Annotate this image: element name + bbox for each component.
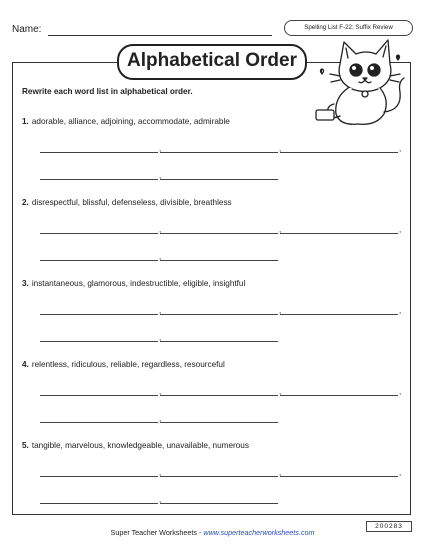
answer-line-4-2[interactable] xyxy=(160,395,278,396)
separator-comma: , xyxy=(279,225,282,234)
spelling-list-badge: Spelling List F-22: Suffix Review xyxy=(284,20,413,36)
answer-line-1-4[interactable] xyxy=(40,179,158,180)
answer-line-5-2[interactable] xyxy=(160,476,278,477)
kitten-illustration xyxy=(310,34,410,132)
separator-comma: , xyxy=(159,333,162,342)
answer-line-1-5[interactable] xyxy=(160,179,278,180)
answer-line-4-1[interactable] xyxy=(40,395,158,396)
separator-comma: , xyxy=(159,495,162,504)
separator-comma: , xyxy=(159,387,162,396)
question-1 xyxy=(22,117,230,126)
separator-comma: , xyxy=(159,171,162,180)
answer-line-2-5[interactable] xyxy=(160,260,278,261)
answer-line-1-2[interactable] xyxy=(160,152,278,153)
separator-comma: , xyxy=(159,225,162,234)
question-word-list: tangible, marvelous, knowledgeable, unavailable, numerous xyxy=(31,441,249,450)
answer-line-3-1[interactable] xyxy=(40,314,158,315)
answer-line-4-4[interactable] xyxy=(40,422,158,423)
answer-line-2-1[interactable] xyxy=(40,233,158,234)
separator-comma: , xyxy=(399,306,402,315)
answer-line-5-3[interactable] xyxy=(280,476,398,477)
question-2 xyxy=(22,198,232,207)
name-input-line[interactable] xyxy=(48,35,272,36)
question-number: 5. xyxy=(22,441,29,450)
answer-line-3-4[interactable] xyxy=(40,341,158,342)
question-word-list: relentless, ridiculous, reliable, regardless, resourceful xyxy=(31,360,225,369)
separator-comma: , xyxy=(159,306,162,315)
answer-line-1-1[interactable] xyxy=(40,152,158,153)
question-3 xyxy=(22,279,245,288)
worksheet-code: 200283 xyxy=(366,521,412,532)
separator-comma: , xyxy=(159,252,162,261)
separator-comma: , xyxy=(159,144,162,153)
separator-comma: , xyxy=(279,468,282,477)
question-word-list: disrespectful, blissful, defenseless, divisible, breathless xyxy=(31,198,232,207)
separator-comma: , xyxy=(279,387,282,396)
separator-comma: , xyxy=(159,468,162,477)
answer-line-2-2[interactable] xyxy=(160,233,278,234)
separator-comma: , xyxy=(399,468,402,477)
answer-line-5-4[interactable] xyxy=(40,503,158,504)
name-row xyxy=(12,24,41,35)
question-word-list: adorable, alliance, adjoining, accommodate, admirable xyxy=(31,117,230,126)
worksheet-title: Alphabetical Order xyxy=(117,44,307,80)
answer-line-3-5[interactable] xyxy=(160,341,278,342)
answer-line-2-3[interactable] xyxy=(280,233,398,234)
footer-brand: Super Teacher Worksheets - xyxy=(110,528,204,537)
answer-line-3-3[interactable] xyxy=(280,314,398,315)
separator-comma: , xyxy=(279,144,282,153)
footer-url[interactable]: www.superteacherworksheets.com xyxy=(203,528,315,537)
question-4 xyxy=(22,360,225,369)
separator-comma: , xyxy=(399,225,402,234)
answer-line-2-4[interactable] xyxy=(40,260,158,261)
answer-line-4-5[interactable] xyxy=(160,422,278,423)
name-label: Name: xyxy=(12,24,42,35)
separator-comma: , xyxy=(279,306,282,315)
question-number: 1. xyxy=(22,117,29,126)
question-5 xyxy=(22,441,249,450)
separator-comma: , xyxy=(399,387,402,396)
answer-line-3-2[interactable] xyxy=(160,314,278,315)
question-word-list: instantaneous, glamorous, indestructible, eligible, insightful xyxy=(31,279,246,288)
separator-comma: , xyxy=(159,414,162,423)
answer-line-1-3[interactable] xyxy=(280,152,398,153)
answer-line-5-5[interactable] xyxy=(160,503,278,504)
instructions: Rewrite each word list in alphabetical order. xyxy=(22,87,193,96)
question-number: 2. xyxy=(22,198,29,207)
question-number: 3. xyxy=(22,279,29,288)
separator-comma: , xyxy=(399,144,402,153)
question-number: 4. xyxy=(22,360,29,369)
answer-line-5-1[interactable] xyxy=(40,476,158,477)
footer xyxy=(0,528,425,537)
answer-line-4-3[interactable] xyxy=(280,395,398,396)
